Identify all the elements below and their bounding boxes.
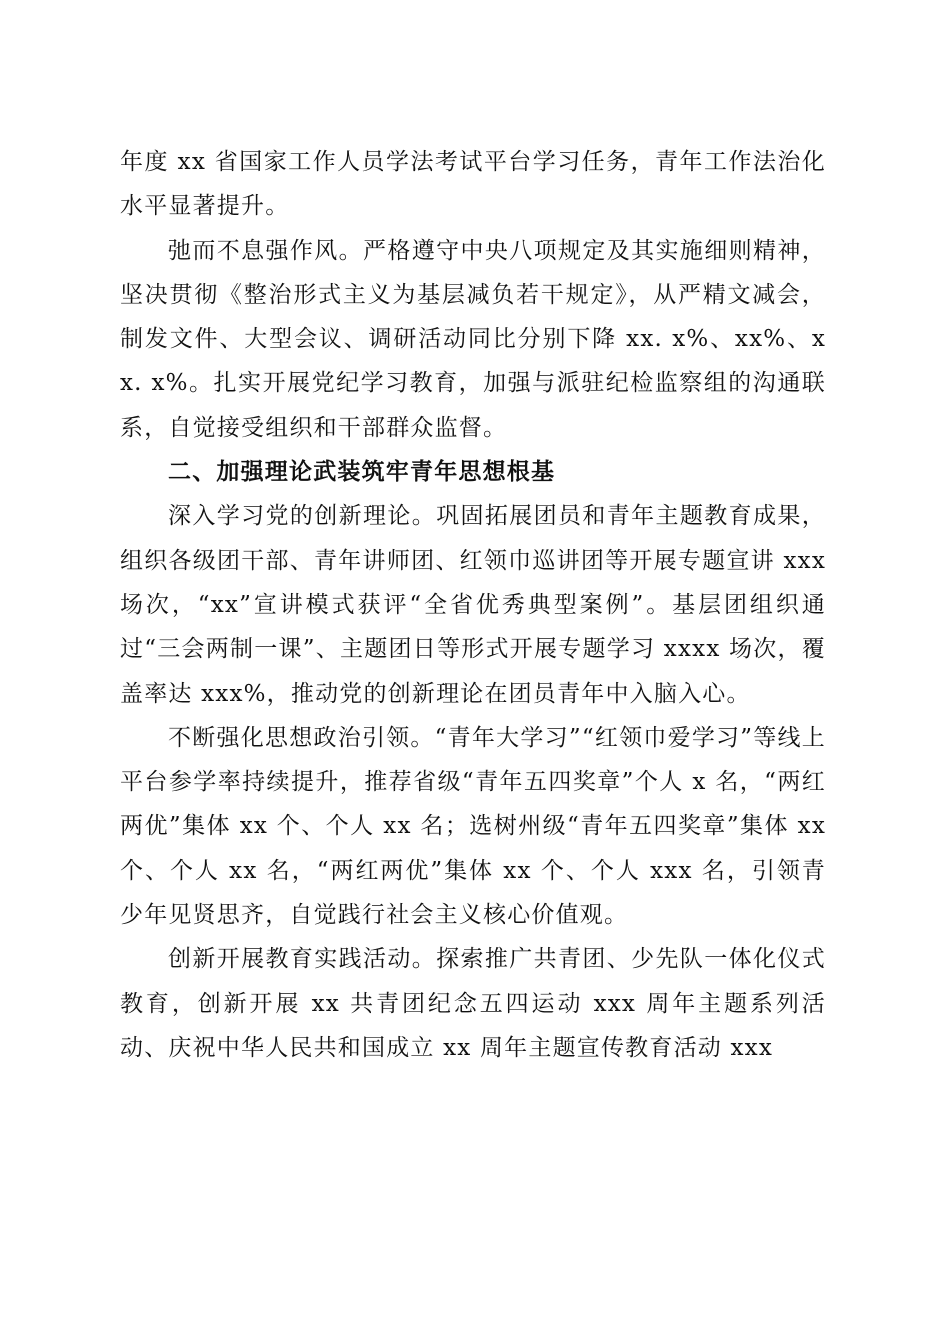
section-heading: 二、加强理论武装筑牢青年思想根基: [168, 459, 556, 486]
paragraph-continuation: 年度 xx 省国家工作人员学法考试平台学习任务，青年工作法治化水平显著提升。: [120, 149, 826, 220]
paragraph-work-style: 弛而不息强作风。严格遵守中央八项规定及其实施细则精神，坚决贯彻《整治形式主义为基层减负若干规定》，从严精文减会，制发文件、大型会议、调研活动同比分别下降 xx. x%、xx%、xx. x%。扎实开展党纪学习教育，加强与派驻纪检监察组的沟通联系，自觉接受组织和干部群众监督。: [120, 237, 826, 441]
paragraph-theory-study: 深入学习党的创新理论。巩固拓展团员和青年主题教育成果，组织各级团干部、青年讲师团、红领巾巡讲团等开展专题宣讲 xxx 场次，“xx”宣讲模式获评“全省优秀典型案例”。基层团组织通过“三会两制一课”、主题团日等形式开展专题学习 xxxx 场次，覆盖率达 xxx%，推动党的创新理论在团员青年中入脑入心。: [120, 503, 826, 707]
paragraph-practice-activities: 创新开展教育实践活动。探索推广共青团、少先队一体化仪式教育，创新开展 xx 共青团纪念五四运动 xxx 周年主题系列活动、庆祝中华人民共和国成立 xx 周年主题宣传教育活动 xxx: [120, 946, 826, 1061]
document-body: [120, 140, 826, 1070]
paragraph-ideological-guidance: 不断强化思想政治引领。“青年大学习”“红领巾爱学习”等线上平台参学率持续提升，推荐省级“青年五四奖章”个人 x 名，“两红两优”集体 xx 个、个人 xx 名；选树州级“青年五四奖章”集体 xx 个、个人 xx 名，“两红两优”集体 xx 个、个人 xxx 名，引领青少年见贤思齐，自觉践行社会主义核心价值观。: [120, 724, 826, 929]
